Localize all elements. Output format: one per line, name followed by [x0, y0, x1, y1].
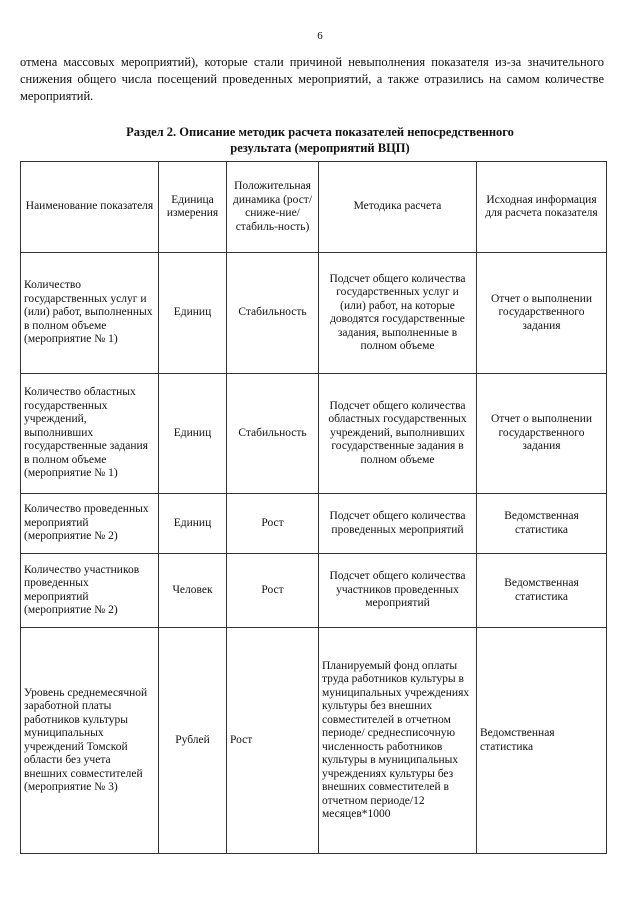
table-row — [21, 554, 607, 628]
table-row — [21, 494, 607, 554]
indicator-unit: Единиц — [159, 253, 227, 374]
section-title-line-2: результата (мероприятий ВЦП) — [230, 141, 410, 155]
indicator-source: Ведомственная статистика — [477, 494, 607, 554]
indicator-method: Подсчет общего количества проведенных мероприятий — [319, 494, 477, 554]
indicator-dynamics: Рост — [227, 494, 319, 554]
indicator-source: Отчет о выполнении государственного задания — [477, 374, 607, 494]
indicator-method: Подсчет общего количества государственных услуг и (или) работ, на которые доводятся государственные задания, выполненные в полном объеме — [319, 253, 477, 374]
indicator-method: Подсчет общего количества участников проведенных мероприятий — [319, 554, 477, 628]
indicator-unit: Единиц — [159, 374, 227, 494]
header-dynamics: Положительная динамика (рост/сниже-ние/стабиль-ность) — [227, 162, 319, 253]
table-row — [21, 628, 607, 854]
indicator-name: Уровень среднемесячной заработной платы работников культуры муниципальных учреждений Томской области без учета внешних совместителей (мероприятие № 3) — [21, 628, 159, 854]
indicator-source: Ведомственная статистика — [477, 628, 607, 854]
page-number: 6 — [317, 30, 323, 42]
header-name: Наименование показателя — [21, 162, 159, 253]
indicator-unit: Единиц — [159, 494, 227, 554]
indicator-dynamics: Рост — [227, 628, 319, 854]
table-row — [21, 374, 607, 494]
indicator-dynamics: Рост — [227, 554, 319, 628]
indicator-source: Отчет о выполнении государственного задания — [477, 253, 607, 374]
indicator-method: Планируемый фонд оплаты труда работников культуры в муниципальных учреждениях культуры без внешних совместителей в отчетном периоде/ среднесписочную численность работников культуры в муниципальных учреждениях культуры без внешних совместителей в отчетном периоде/12 месяцев*1000 — [319, 628, 477, 854]
indicator-unit: Рублей — [159, 628, 227, 854]
intro-text: отмена массовых мероприятий), которые стали причиной невыполнения показателя из-за значительного снижения общего числа посещений проведенных мероприятий, а также отразились на самом количестве мероприятий. — [20, 55, 604, 103]
indicator-name: Количество государственных услуг и (или) работ, выполненных в полном объеме (мероприятие № 1) — [21, 253, 159, 374]
header-method: Методика расчета — [319, 162, 477, 253]
indicator-name: Количество участников проведенных мероприятий (мероприятие № 2) — [21, 554, 159, 628]
indicator-dynamics: Стабильность — [227, 374, 319, 494]
indicator-dynamics: Стабильность — [227, 253, 319, 374]
indicator-unit: Человек — [159, 554, 227, 628]
table-row — [21, 253, 607, 374]
header-unit: Единица измерения — [159, 162, 227, 253]
indicator-name: Количество проведенных мероприятий (мероприятие № 2) — [21, 494, 159, 554]
section-title — [0, 124, 640, 156]
indicator-name: Количество областных государственных учреждений, выполнивших государственные задания в полном объеме (мероприятие № 1) — [21, 374, 159, 494]
section-title-line-1: Раздел 2. Описание методик расчета показателей непосредственного — [126, 125, 514, 139]
indicator-source: Ведомственная статистика — [477, 554, 607, 628]
table-header-row — [21, 162, 607, 253]
indicator-method: Подсчет общего количества областных государственных учреждений, выполнивших государственные задания в полном объеме — [319, 374, 477, 494]
intro-paragraph — [20, 54, 604, 105]
header-source: Исходная информация для расчета показателя — [477, 162, 607, 253]
indicators-table — [20, 161, 607, 854]
